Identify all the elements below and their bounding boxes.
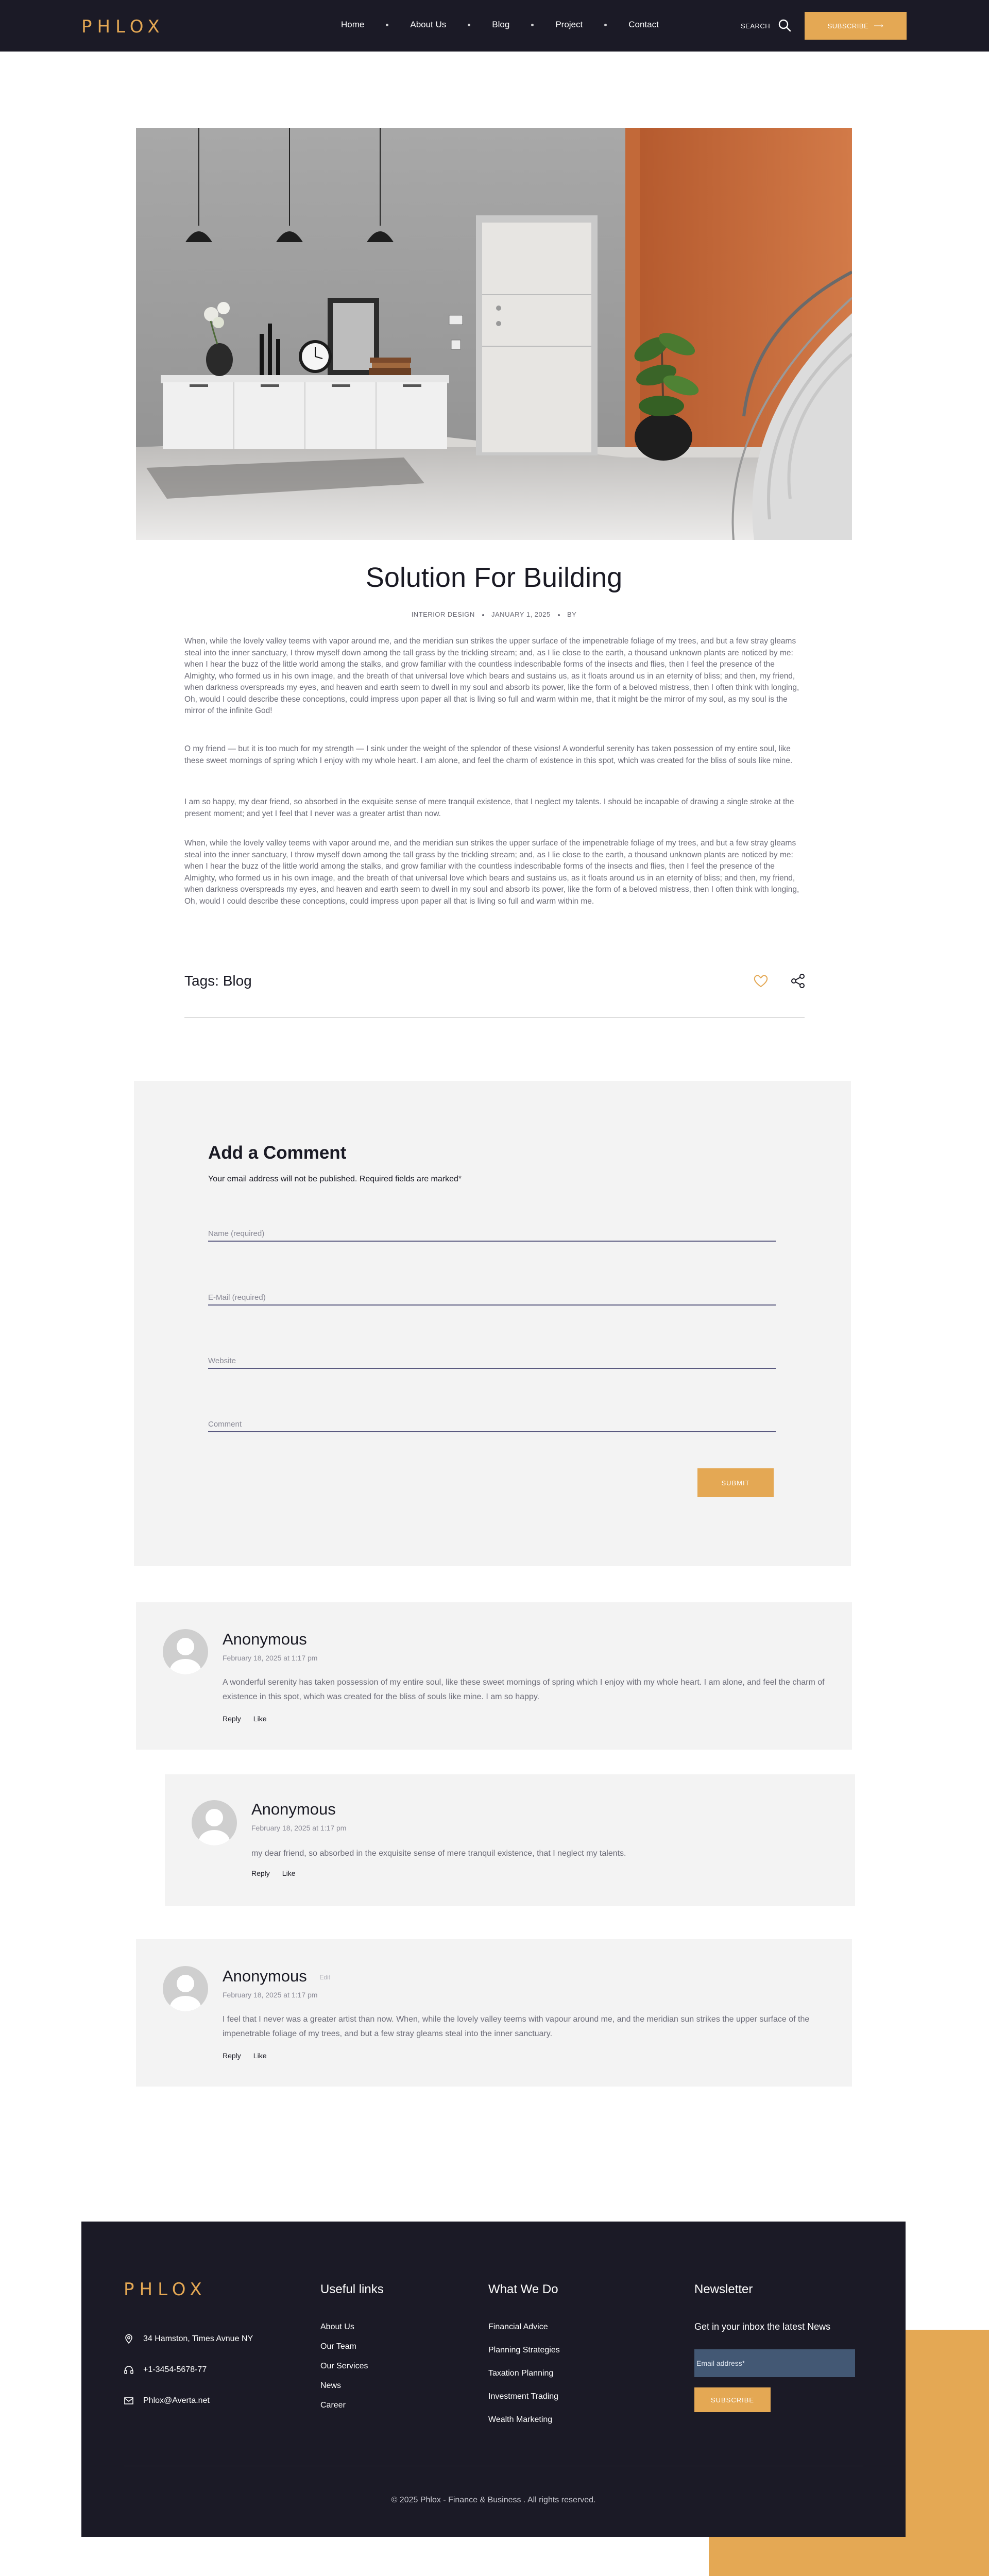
headset-icon: [124, 2365, 134, 2375]
footer-link[interactable]: Financial Advice: [488, 2323, 548, 2331]
comment-date[interactable]: February 18, 2025 at 1:17 pm: [223, 1991, 318, 1999]
post-tags[interactable]: Tags: Blog: [184, 973, 252, 989]
name-field[interactable]: [208, 1221, 776, 1241]
name-field-wrapper: [208, 1221, 776, 1242]
search-label[interactable]: SEARCH: [741, 22, 771, 30]
arrow-right-icon: ⟶: [874, 22, 884, 29]
comment-text: I feel that I never was a greater artist than now. When, while the lovely valley teems with vapour around me, and the meridian sun strikes the upper surface of the impenetrable foliage of my trees, and but a few stray gleams steal into the inner sanctuary.: [223, 2015, 810, 2038]
comment-form: [134, 1081, 851, 1566]
reply-link[interactable]: Reply: [223, 1715, 241, 1723]
reply-link[interactable]: Reply: [223, 2052, 241, 2060]
website-field[interactable]: [208, 1348, 776, 1368]
nav-home[interactable]: Home: [341, 20, 365, 29]
post-meta: [136, 611, 852, 618]
what-we-do-list: [488, 2315, 560, 2431]
footer-copyright: © 2025 Phlox - Finance & Business . All rights reserved.: [391, 2496, 596, 2504]
nav-about-us[interactable]: About Us: [410, 20, 447, 29]
footer-link[interactable]: Investment Trading: [488, 2392, 559, 2401]
nav-separator: [604, 24, 607, 26]
email-field[interactable]: [208, 1285, 776, 1304]
nav-blog[interactable]: Blog: [492, 20, 510, 29]
search-icon[interactable]: [778, 19, 791, 32]
comment-item: [136, 1939, 852, 2087]
newsletter-title: Newsletter: [694, 2282, 753, 2296]
nav-separator: [468, 24, 470, 26]
post-title: Solution For Building: [365, 562, 623, 593]
meta-separator: [482, 614, 484, 616]
footer-address: [124, 2334, 253, 2344]
footer-phone-text[interactable]: +1-3454-5678-77: [143, 2365, 207, 2374]
location-pin-icon: [124, 2334, 134, 2344]
reply-link[interactable]: Reply: [251, 1869, 270, 1877]
avatar: [163, 1966, 208, 2011]
heart-icon[interactable]: [753, 974, 769, 988]
comment-date[interactable]: February 18, 2025 at 1:17 pm: [251, 1824, 347, 1832]
comment-author: Anonymous: [251, 1800, 336, 1818]
share-icon[interactable]: [790, 973, 806, 989]
footer-link[interactable]: Planning Strategies: [488, 2346, 560, 2354]
like-link[interactable]: Like: [282, 1869, 296, 1877]
comment-form-note: Your email address will not be published. Required fields are marked*: [208, 1175, 462, 1183]
comment-item-reply: [165, 1774, 855, 1906]
comment-author: Anonymous: [223, 1630, 307, 1648]
subscribe-label: SUBSCRIBE: [827, 22, 869, 30]
meta-separator: [558, 614, 560, 616]
comment-text: my dear friend, so absorbed in the exquisite sense of mere tranquil existence, that I neglect my talents.: [251, 1849, 626, 1858]
what-we-do-title: What We Do: [488, 2282, 558, 2296]
useful-links-title: Useful links: [320, 2282, 384, 2296]
footer-link[interactable]: News: [320, 2381, 342, 2390]
newsletter-text: Get in your inbox the latest News: [694, 2321, 831, 2332]
footer-link[interactable]: About Us: [320, 2323, 354, 2331]
useful-links-list: [320, 2317, 368, 2415]
newsletter-subscribe-button[interactable]: SUBSCRIBE: [694, 2387, 771, 2412]
newsletter-email-input[interactable]: [694, 2349, 855, 2377]
site-logo[interactable]: PHLOX: [81, 16, 165, 37]
comment-actions: [251, 1869, 295, 1877]
email-field-wrapper: [208, 1285, 776, 1306]
footer-logo[interactable]: PHLOX: [124, 2279, 207, 2300]
footer-link[interactable]: Our Team: [320, 2342, 356, 2351]
post-date: JANUARY 1, 2025: [491, 611, 551, 618]
post-category[interactable]: INTERIOR DESIGN: [411, 611, 475, 618]
user-avatar-icon: [192, 1800, 237, 1845]
comment-item: [136, 1602, 852, 1750]
post-divider: [184, 1017, 805, 1018]
footer-link[interactable]: Taxation Planning: [488, 2369, 554, 2378]
footer-link[interactable]: Our Services: [320, 2362, 368, 2370]
website-field-wrapper: [208, 1348, 776, 1369]
header-subscribe-button[interactable]: [805, 12, 907, 40]
comment-author: Anonymous: [223, 1967, 307, 1985]
envelope-icon: [124, 2396, 134, 2406]
avatar: [163, 1629, 208, 1674]
comment-actions: [223, 2052, 266, 2060]
comment-text: A wonderful serenity has taken possession of my entire soul, like these sweet mornings of spring which I enjoy with my whole heart. I am alone, and feel the charm of existence in this spot, which was created for the bliss of souls like mine. I am so happy.: [223, 1678, 825, 1701]
footer-email: [124, 2396, 210, 2406]
comment-actions: [223, 1715, 266, 1723]
site-footer: [81, 2222, 906, 2537]
footer-link[interactable]: Wealth Marketing: [488, 2415, 553, 2424]
like-link[interactable]: Like: [253, 1715, 267, 1723]
user-avatar-icon: [163, 1629, 208, 1674]
post-paragraph: When, while the lovely valley teems with vapor around me, and the meridian sun strikes the upper surface of the impenetrable foliage of my trees, and but a few stray gleams steal into the inner sanctuary, I throw myself down among the tall grass by the trickling stream; and, as I lie close to the earth, a thousand unknown plants are noticed by me: when I hear the buzz of the little world among the stalks, and grow familiar with the countless indescribable forms of the insects and flies, then I feel the presence of the Almighty, who formed us in his own image, and the breath of that universal love which bears and sustains us, as it floats around us in an eternity of bliss; and then, my friend, when darkness overspreads my eyes, and heaven and earth seem to dwell in my soul and absorb its power, like the form of a beloved mistress, then I often think with longing, Oh, would I could describe these conceptions, could impress upon paper all that is living so full and warm within me, that it might be the mirror of my soul, as my soul is the mirror of the infinite God!: [184, 637, 799, 715]
post-author: BY: [567, 611, 577, 618]
footer-phone: [124, 2365, 207, 2375]
footer-email-text[interactable]: Phlox@Averta.net: [143, 2396, 210, 2405]
post-paragraph: I am so happy, my dear friend, so absorbed in the exquisite sense of mere tranquil existence, that I neglect my talents. I should be incapable of drawing a single stroke at the present moment; and yet I feel that I never was a greater artist than now.: [184, 798, 794, 818]
post-featured-image: [136, 128, 852, 540]
comment-form-title: Add a Comment: [208, 1143, 347, 1163]
comment-author-row: [223, 1967, 330, 1986]
footer-link[interactable]: Career: [320, 2401, 346, 2410]
nav-contact[interactable]: Contact: [628, 20, 659, 29]
nav-separator: [386, 24, 388, 26]
nav-separator: [531, 24, 534, 26]
avatar: [192, 1800, 237, 1845]
comment-field[interactable]: [208, 1412, 776, 1431]
main-nav: [341, 20, 659, 30]
comment-date[interactable]: February 18, 2025 at 1:17 pm: [223, 1654, 318, 1662]
site-header: [0, 0, 989, 52]
post-paragraph: When, while the lovely valley teems with vapor around me, and the meridian sun strikes the upper surface of the impenetrable foliage of my trees, and but a few stray gleams steal into the inner sanctuary, I throw myself down among the tall grass by the trickling stream; and, as I lie close to the earth, a thousand unknown plants are noticed by me: when I hear the buzz of the little world among the stalks, and grow familiar with the countless indescribable forms of the insects and flies, then I feel the presence of the Almighty, who formed us in his own image, and the breath of that universal love which bears and sustains us, as it floats around us in an eternity of bliss; and then, my friend, when darkness overspreads my eyes, and heaven and earth seem to dwell in my soul and absorb its power, like the form of a beloved mistress, then I often think with longing, Oh, would I could describe these conceptions, could impress upon paper all that is living so full and warm within me.: [184, 839, 799, 906]
post-paragraph: O my friend — but it is too much for my strength — I sink under the weight of the splendor of these visions! A wonderful serenity has taken possession of my entire soul, like these sweet mornings of spring which I enjoy with my whole heart. I am alone, and feel the charm of existence in this spot, which was created for the bliss of souls like mine.: [184, 744, 793, 765]
user-avatar-icon: [163, 1966, 208, 2011]
comment-field-wrapper: [208, 1412, 776, 1432]
footer-address-text: 34 Hamston, Times Avnue NY: [143, 2334, 253, 2343]
nav-project[interactable]: Project: [555, 20, 583, 29]
edit-link[interactable]: Edit: [319, 1973, 331, 1981]
submit-button[interactable]: SUBMIT: [697, 1468, 774, 1497]
like-link[interactable]: Like: [253, 2052, 267, 2060]
